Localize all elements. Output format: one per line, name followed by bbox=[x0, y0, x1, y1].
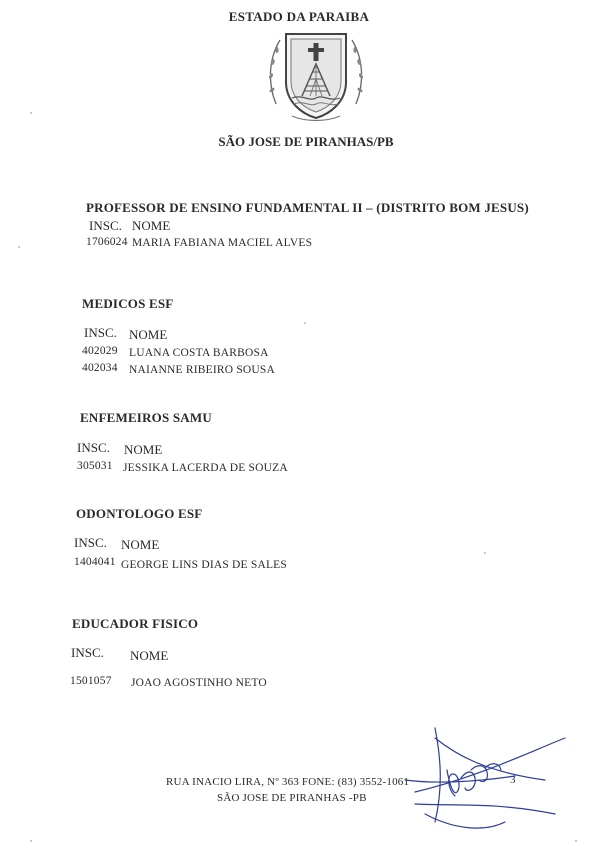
column-header-nome: NOME bbox=[124, 442, 163, 457]
row-nome: JOAO AGOSTINHO NETO bbox=[131, 677, 267, 689]
scan-speck bbox=[18, 246, 20, 248]
footer-city: SÃO JOSE DE PIRANHAS -PB bbox=[217, 792, 367, 804]
scan-speck bbox=[30, 112, 32, 114]
page-number: 3 bbox=[510, 774, 516, 786]
scan-speck bbox=[304, 322, 306, 324]
section-title-odontologo: ODONTOLOGO ESF bbox=[76, 506, 203, 521]
column-header-insc: INSC. bbox=[84, 325, 117, 340]
row-insc: 402029 bbox=[82, 345, 118, 357]
city-title: SÃO JOSE DE PIRANHAS/PB bbox=[218, 134, 394, 149]
section-title-educador: EDUCADOR FISICO bbox=[72, 616, 199, 631]
scan-speck bbox=[30, 840, 32, 842]
column-header-nome: NOME bbox=[121, 537, 160, 552]
column-header-insc: INSC. bbox=[71, 645, 104, 660]
coat-of-arms-icon bbox=[262, 24, 370, 124]
row-insc: 402034 bbox=[82, 362, 118, 374]
state-title: ESTADO DA PARAIBA bbox=[228, 9, 370, 24]
column-header-insc: INSC. bbox=[74, 535, 107, 550]
column-header-insc: INSC. bbox=[77, 440, 110, 455]
row-nome: JESSIKA LACERDA DE SOUZA bbox=[123, 462, 288, 474]
section-title-medicos: MEDICOS ESF bbox=[82, 296, 174, 311]
footer-address: RUA INACIO LIRA, Nº 363 FONE: (83) 3552-1061 bbox=[166, 776, 410, 788]
row-nome: MARIA FABIANA MACIEL ALVES bbox=[132, 237, 313, 249]
section-title-professor: PROFESSOR DE ENSINO FUNDAMENTAL II – (DISTRITO BOM JESUS) bbox=[86, 200, 529, 215]
row-nome: LUANA COSTA BARBOSA bbox=[129, 347, 269, 359]
column-header-nome: NOME bbox=[132, 218, 171, 233]
row-insc: 1501057 bbox=[70, 675, 112, 687]
scan-speck bbox=[484, 552, 486, 554]
scan-speck bbox=[575, 840, 577, 842]
row-insc: 305031 bbox=[77, 460, 113, 472]
row-insc: 1706024 bbox=[86, 236, 128, 248]
column-header-nome: NOME bbox=[129, 327, 168, 342]
row-nome: GEORGE LINS DIAS DE SALES bbox=[121, 559, 287, 571]
signature-icon bbox=[395, 718, 575, 838]
row-insc: 1404041 bbox=[74, 556, 116, 568]
row-nome: NAIANNE RIBEIRO SOUSA bbox=[129, 364, 276, 376]
column-header-nome: NOME bbox=[130, 648, 169, 663]
column-header-insc: INSC. bbox=[89, 218, 122, 233]
section-title-enfermeiros: ENFEMEIROS SAMU bbox=[80, 410, 212, 425]
